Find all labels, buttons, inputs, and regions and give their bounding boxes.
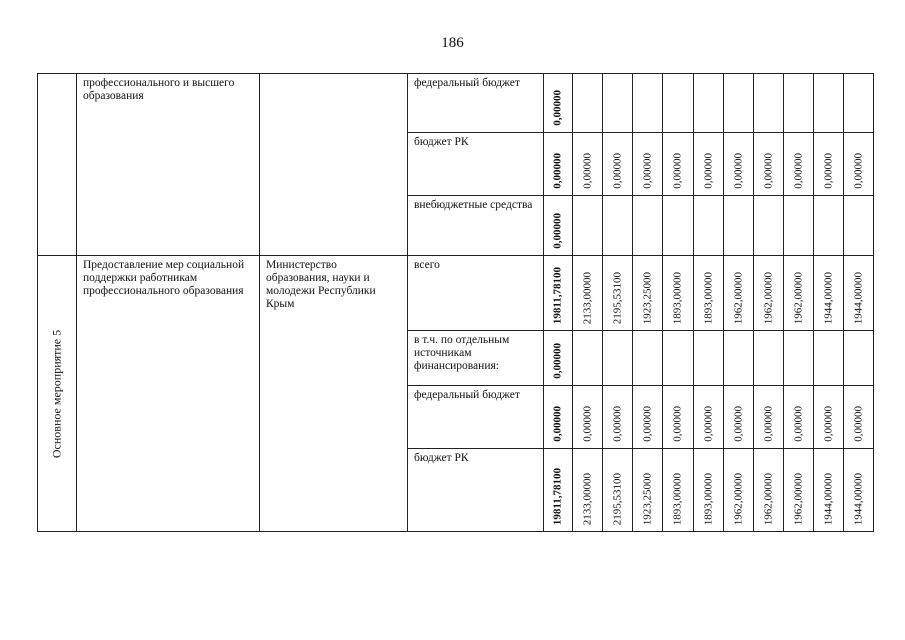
year-value: 2133,00000 [581, 472, 593, 525]
year-value: 1962,00000 [762, 472, 774, 525]
total-value-cell [544, 386, 573, 449]
year-value-cell [663, 386, 694, 449]
year-value-cell [814, 331, 844, 386]
total-value: 19811,78100 [551, 467, 564, 525]
total-value: 0,00000 [551, 343, 564, 379]
year-value-cell [633, 386, 663, 449]
year-value: 0,00000 [732, 406, 744, 442]
year-value-cell [844, 386, 874, 449]
year-value-cell [663, 331, 694, 386]
year-value-cell [814, 386, 844, 449]
year-value: 0,00000 [611, 406, 623, 442]
year-value-cell [754, 74, 784, 133]
total-value: 0,00000 [551, 406, 564, 442]
funding-source: федеральный бюджет [414, 77, 520, 89]
year-value: 0,00000 [852, 406, 864, 442]
year-value-cell [784, 256, 814, 331]
year-value-cell [724, 196, 754, 256]
executor: Министерство образования, науки и молодежи Республики Крым [266, 259, 376, 310]
year-value-cell [784, 386, 814, 449]
year-value-cell [663, 449, 694, 532]
year-value-cell [663, 74, 694, 133]
year-value-cell [694, 196, 724, 256]
funding-source: бюджет РК [414, 136, 469, 148]
year-value: 0,00000 [792, 153, 804, 189]
year-value-cell [573, 256, 603, 331]
year-value: 0,00000 [852, 153, 864, 189]
year-value-cell [573, 74, 603, 133]
total-value-cell [544, 196, 573, 256]
year-value: 0,00000 [581, 406, 593, 442]
year-value: 1944,00000 [822, 271, 834, 324]
year-value-cell [754, 256, 784, 331]
year-value-cell [603, 196, 633, 256]
year-value-cell [603, 386, 633, 449]
year-value-cell [784, 449, 814, 532]
year-value-cell [633, 133, 663, 196]
year-value-cell [724, 386, 754, 449]
year-value: 0,00000 [822, 153, 834, 189]
total-value: 0,00000 [551, 213, 564, 249]
year-value: 1893,00000 [702, 472, 714, 525]
year-value-cell [603, 331, 633, 386]
year-value: 0,00000 [702, 406, 714, 442]
year-value-cell [694, 449, 724, 532]
year-value-cell [573, 196, 603, 256]
table-row [38, 74, 874, 133]
executor-cell [260, 256, 408, 532]
year-value-cell [844, 331, 874, 386]
year-value: 2195,53100 [611, 472, 623, 525]
year-value: 0,00000 [611, 153, 623, 189]
table-row [38, 256, 874, 331]
year-value-cell [784, 133, 814, 196]
year-value-cell [754, 331, 784, 386]
year-value-cell [844, 449, 874, 532]
year-value: 1893,00000 [671, 472, 684, 525]
year-value: 0,00000 [702, 153, 714, 189]
year-value-cell [784, 196, 814, 256]
funding-source-cell [408, 133, 544, 196]
year-value: 1923,25000 [641, 472, 653, 525]
funding-source: федеральный бюджет [414, 389, 520, 401]
year-value-cell [603, 74, 633, 133]
year-value: 1893,00000 [671, 271, 684, 324]
activity-title: Предоставление мер социальной поддержки работникам профессионального образования [83, 259, 245, 297]
year-value-cell [844, 74, 874, 133]
year-value-cell [844, 133, 874, 196]
year-value: 0,00000 [671, 406, 684, 442]
year-value: 1923,25000 [641, 271, 653, 324]
year-value-cell [603, 449, 633, 532]
year-value-cell [814, 256, 844, 331]
year-value-cell [724, 449, 754, 532]
year-value: 0,00000 [792, 406, 804, 442]
year-value-cell [814, 449, 844, 532]
total-value-cell [544, 256, 573, 331]
activity-cell [77, 74, 260, 256]
year-value: 1962,00000 [792, 271, 804, 324]
year-value-cell [724, 133, 754, 196]
year-value-cell [844, 196, 874, 256]
year-value-cell [633, 331, 663, 386]
year-value: 0,00000 [641, 153, 653, 189]
year-value: 0,00000 [581, 153, 593, 189]
year-value: 1944,00000 [852, 472, 864, 525]
year-value-cell [573, 386, 603, 449]
year-value-cell [724, 331, 754, 386]
year-value-cell [603, 133, 633, 196]
year-value-cell [573, 449, 603, 532]
year-value-cell [573, 133, 603, 196]
funding-source-cell [408, 256, 544, 331]
funding-source-cell [408, 196, 544, 256]
year-value: 0,00000 [762, 406, 774, 442]
year-value-cell [573, 331, 603, 386]
year-value: 1962,00000 [732, 271, 744, 324]
year-value-cell [694, 331, 724, 386]
year-value: 0,00000 [671, 153, 684, 189]
funding-source: внебюджетные средства [414, 199, 533, 211]
executor-cell [260, 74, 408, 256]
year-value-cell [633, 449, 663, 532]
year-value: 0,00000 [641, 406, 653, 442]
total-value-cell [544, 74, 573, 133]
year-value: 1962,00000 [792, 472, 804, 525]
year-value: 2133,00000 [581, 271, 593, 324]
funding-source: всего [414, 259, 440, 271]
year-value-cell [663, 256, 694, 331]
year-value-cell [754, 386, 784, 449]
year-value: 1944,00000 [822, 472, 834, 525]
year-value-cell [754, 196, 784, 256]
year-value: 0,00000 [762, 153, 774, 189]
year-value-cell [814, 133, 844, 196]
year-value-cell [754, 449, 784, 532]
funding-source-cell [408, 449, 544, 532]
year-value: 2195,53100 [611, 271, 623, 324]
year-value-cell [633, 196, 663, 256]
total-value-cell [544, 449, 573, 532]
year-value-cell [754, 133, 784, 196]
year-value: 1893,00000 [702, 271, 714, 324]
year-value-cell [844, 256, 874, 331]
year-value: 1944,00000 [852, 271, 864, 324]
funding-source-cell [408, 331, 544, 386]
measure-label: Основное мероприятие 5 [49, 329, 64, 458]
year-value-cell [663, 133, 694, 196]
year-value-cell [694, 256, 724, 331]
year-value: 1962,00000 [762, 271, 774, 324]
year-value-cell [603, 256, 633, 331]
total-value: 0,00000 [551, 90, 564, 126]
year-value-cell [694, 74, 724, 133]
total-value-cell [544, 133, 573, 196]
funding-source-cell [408, 74, 544, 133]
funding-source: в т.ч. по отдельным источникам финансирования: [414, 334, 510, 372]
year-value-cell [694, 133, 724, 196]
year-value-cell [784, 331, 814, 386]
year-value-cell [814, 74, 844, 133]
year-value-cell [784, 74, 814, 133]
measure-cell [38, 256, 77, 532]
total-value-cell [544, 331, 573, 386]
funding-source-cell [408, 386, 544, 449]
year-value-cell [814, 196, 844, 256]
total-value: 0,00000 [551, 153, 564, 189]
budget-table [37, 73, 874, 532]
year-value-cell [694, 386, 724, 449]
page-number: 186 [441, 35, 464, 51]
funding-source: бюджет РК [414, 452, 469, 464]
year-value-cell [633, 74, 663, 133]
year-value-cell [663, 196, 694, 256]
activity-cell [77, 256, 260, 532]
year-value: 1962,00000 [732, 472, 744, 525]
total-value: 19811,78100 [551, 266, 564, 324]
year-value: 0,00000 [822, 406, 834, 442]
year-value-cell [724, 256, 754, 331]
year-value-cell [633, 256, 663, 331]
year-value: 0,00000 [732, 153, 744, 189]
year-value-cell [724, 74, 754, 133]
activity-title: профессионального и высшего образования [83, 77, 235, 102]
measure-cell [38, 74, 77, 256]
